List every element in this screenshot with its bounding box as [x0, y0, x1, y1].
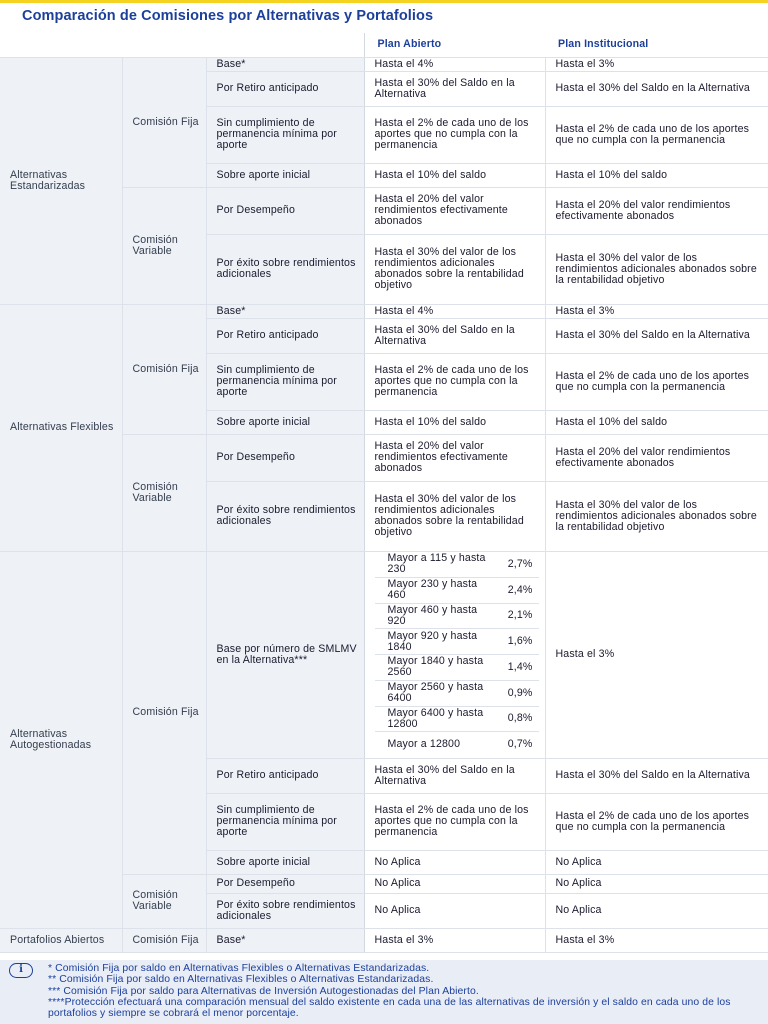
institucional-cell: Hasta el 2% de cada uno de los aportes que no cumpla con la permanencia — [545, 793, 768, 850]
header-empty — [206, 33, 364, 57]
abierto-cell: Hasta el 20% del valor rendimientos efectivamente abonados — [364, 434, 545, 481]
concept-cell: Sobre aporte inicial — [206, 410, 364, 434]
tier-row — [375, 552, 539, 578]
table-row — [0, 57, 768, 71]
tier-range: Mayor 460 y hasta 920 — [375, 603, 493, 629]
footnote-item: ** Comisión Fija por saldo en Alternativas Flexibles o Alternativas Estandarizadas. — [48, 974, 434, 986]
footnote-item: * Comisión Fija por saldo en Alternativas Flexibles o Alternativas Estandarizadas. — [48, 963, 430, 974]
tier-range: Mayor 920 y hasta 1840 — [375, 629, 493, 655]
header-row — [0, 33, 768, 57]
header-empty — [0, 33, 122, 57]
subgroup-label: Comisión Fija — [122, 928, 206, 952]
institucional-cell: Hasta el 30% del valor de los rendimientos adicionales abonados sobre la rentabilidad objetivo — [545, 234, 768, 304]
table-row — [0, 551, 768, 758]
header-plan-institucional: Plan Institucional — [545, 33, 768, 57]
footnote-list — [48, 963, 752, 1019]
institucional-cell: Hasta el 3% — [545, 304, 768, 318]
subgroup-label: Comisión Fija — [122, 57, 206, 187]
tier-row — [375, 629, 539, 655]
top-accent-bar — [0, 0, 768, 3]
institucional-cell: No Aplica — [545, 874, 768, 893]
group-label: Alternativas Autogestionadas — [0, 551, 122, 928]
abierto-cell: Hasta el 2% de cada uno de los aportes que no cumpla con la permanencia — [364, 793, 545, 850]
tier-row — [375, 655, 539, 681]
tier-percent: 0,8% — [493, 706, 539, 732]
abierto-cell: Hasta el 30% del valor de los rendimientos adicionales abonados sobre la rentabilidad objetivo — [364, 481, 545, 551]
tier-range: Mayor a 12800 — [387, 738, 461, 751]
group-label: Alternativas Flexibles — [0, 304, 122, 551]
concept-cell: Sin cumplimiento de permanencia mínima por aporte — [206, 793, 364, 850]
info-icon: i — [9, 963, 33, 978]
subgroup-label: Comisión Variable — [122, 874, 206, 928]
institucional-cell: Hasta el 20% del valor rendimientos efectivamente abonados — [545, 187, 768, 234]
tier-row — [375, 577, 539, 603]
concept-cell: Por éxito sobre rendimientos adicionales — [206, 893, 364, 928]
concept-cell: Sobre aporte inicial — [206, 163, 364, 187]
tier-range: Mayor 2560 y hasta 6400 — [375, 680, 493, 706]
tier-percent: 0,9% — [493, 680, 539, 706]
institucional-cell: Hasta el 30% del Saldo en la Alternativa — [545, 758, 768, 793]
concept-cell: Por Retiro anticipado — [206, 71, 364, 106]
footnotes — [0, 960, 768, 1024]
concept-cell: Por Retiro anticipado — [206, 318, 364, 353]
tier-range: Mayor 1840 y hasta 2560 — [375, 655, 493, 681]
tier-percent: 2,1% — [493, 603, 539, 629]
concept-cell: Por Desempeño — [206, 434, 364, 481]
abierto-cell: Hasta el 4% — [364, 57, 545, 71]
institucional-cell: Hasta el 30% del valor de los rendimientos adicionales abonados sobre la rentabilidad objetivo — [545, 481, 768, 551]
abierto-cell: Hasta el 30% del Saldo en la Alternativa — [364, 758, 545, 793]
group-label: Alternativas Estandarizadas — [0, 57, 122, 304]
abierto-cell: Hasta el 30% del Saldo en la Alternativa — [364, 318, 545, 353]
tier-row — [375, 680, 539, 706]
abierto-cell: No Aplica — [364, 874, 545, 893]
page-title: Comparación de Comisiones por Alternativas y Portafolios — [22, 8, 434, 24]
abierto-cell: No Aplica — [364, 850, 545, 874]
commission-table — [0, 33, 768, 953]
tier-range: Mayor 6400 y hasta 12800 — [375, 706, 493, 732]
concept-cell: Por Desempeño — [206, 187, 364, 234]
table-row — [0, 304, 768, 318]
abierto-cell: Hasta el 10% del saldo — [364, 163, 545, 187]
abierto-cell: Hasta el 2% de cada uno de los aportes que no cumpla con la permanencia — [364, 353, 545, 410]
concept-cell: Por éxito sobre rendimientos adicionales — [206, 234, 364, 304]
concept-cell: Por Retiro anticipado — [206, 758, 364, 793]
tier-table — [375, 552, 539, 758]
footnote-item: ****Protección efectuará una comparación mensual del saldo existente en cada una de las alternativas de inversión y el saldo en cada uno de los portafolios y siempre se cobrará el menor porcentaje. — [48, 996, 731, 1020]
institucional-cell: No Aplica — [545, 850, 768, 874]
institucional-cell: Hasta el 3% — [545, 57, 768, 71]
institucional-cell: Hasta el 30% del Saldo en la Alternativa — [545, 71, 768, 106]
institucional-cell: Hasta el 3% — [545, 928, 768, 952]
tier-row — [375, 732, 539, 758]
tier-percent: 0,7% — [507, 738, 533, 751]
header-plan-abierto: Plan Abierto — [364, 33, 545, 57]
concept-cell: Base* — [206, 57, 364, 71]
tier-percent: 2,4% — [493, 577, 539, 603]
tier-percent: 1,4% — [493, 655, 539, 681]
header-empty — [122, 33, 206, 57]
abierto-cell: Hasta el 2% de cada uno de los aportes que no cumpla con la permanencia — [364, 106, 545, 163]
abierto-cell: Hasta el 4% — [364, 304, 545, 318]
tier-row — [375, 706, 539, 732]
abierto-cell: Hasta el 10% del saldo — [364, 410, 545, 434]
subgroup-label: Comisión Variable — [122, 187, 206, 304]
subgroup-label: Comisión Variable — [122, 434, 206, 551]
concept-cell: Base por número de SMLMV en la Alternativa*** — [206, 551, 364, 758]
institucional-cell: No Aplica — [545, 893, 768, 928]
concept-cell: Por Desempeño — [206, 874, 364, 893]
abierto-cell: No Aplica — [364, 893, 545, 928]
concept-cell: Sin cumplimiento de permanencia mínima por aporte — [206, 106, 364, 163]
tier-percent: 1,6% — [493, 629, 539, 655]
abierto-cell: Hasta el 20% del valor rendimientos efectivamente abonados — [364, 187, 545, 234]
tier-range: Mayor a 115 y hasta 230 — [375, 552, 493, 578]
concept-cell: Sin cumplimiento de permanencia mínima por aporte — [206, 353, 364, 410]
abierto-cell: Hasta el 3% — [364, 928, 545, 952]
group-label: Portafolios Abiertos — [0, 928, 122, 952]
tier-range: Mayor 230 y hasta 460 — [375, 577, 493, 603]
abierto-cell: Hasta el 30% del Saldo en la Alternativa — [364, 71, 545, 106]
abierto-cell: Hasta el 30% del valor de los rendimientos adicionales abonados sobre la rentabilidad objetivo — [364, 234, 545, 304]
table-row — [0, 928, 768, 952]
subgroup-label: Comisión Fija — [122, 551, 206, 874]
institucional-cell: Hasta el 20% del valor rendimientos efectivamente abonados — [545, 434, 768, 481]
institucional-cell: Hasta el 3% — [545, 551, 768, 758]
tier-percent: 2,7% — [493, 552, 539, 578]
concept-cell: Base* — [206, 928, 364, 952]
tier-row — [375, 603, 539, 629]
institucional-cell: Hasta el 10% del saldo — [545, 410, 768, 434]
institucional-cell: Hasta el 10% del saldo — [545, 163, 768, 187]
concept-cell: Base* — [206, 304, 364, 318]
institucional-cell: Hasta el 2% de cada uno de los aportes que no cumpla con la permanencia — [545, 106, 768, 163]
concept-cell: Por éxito sobre rendimientos adicionales — [206, 481, 364, 551]
institucional-cell: Hasta el 30% del Saldo en la Alternativa — [545, 318, 768, 353]
concept-cell: Sobre aporte inicial — [206, 850, 364, 874]
subgroup-label: Comisión Fija — [122, 304, 206, 434]
tier-cell — [364, 551, 545, 758]
institucional-cell: Hasta el 2% de cada uno de los aportes que no cumpla con la permanencia — [545, 353, 768, 410]
footnote-item: *** Comisión Fija por saldo para Alternativas de Inversión Autogestionadas del Plan Abierto. — [48, 985, 479, 997]
